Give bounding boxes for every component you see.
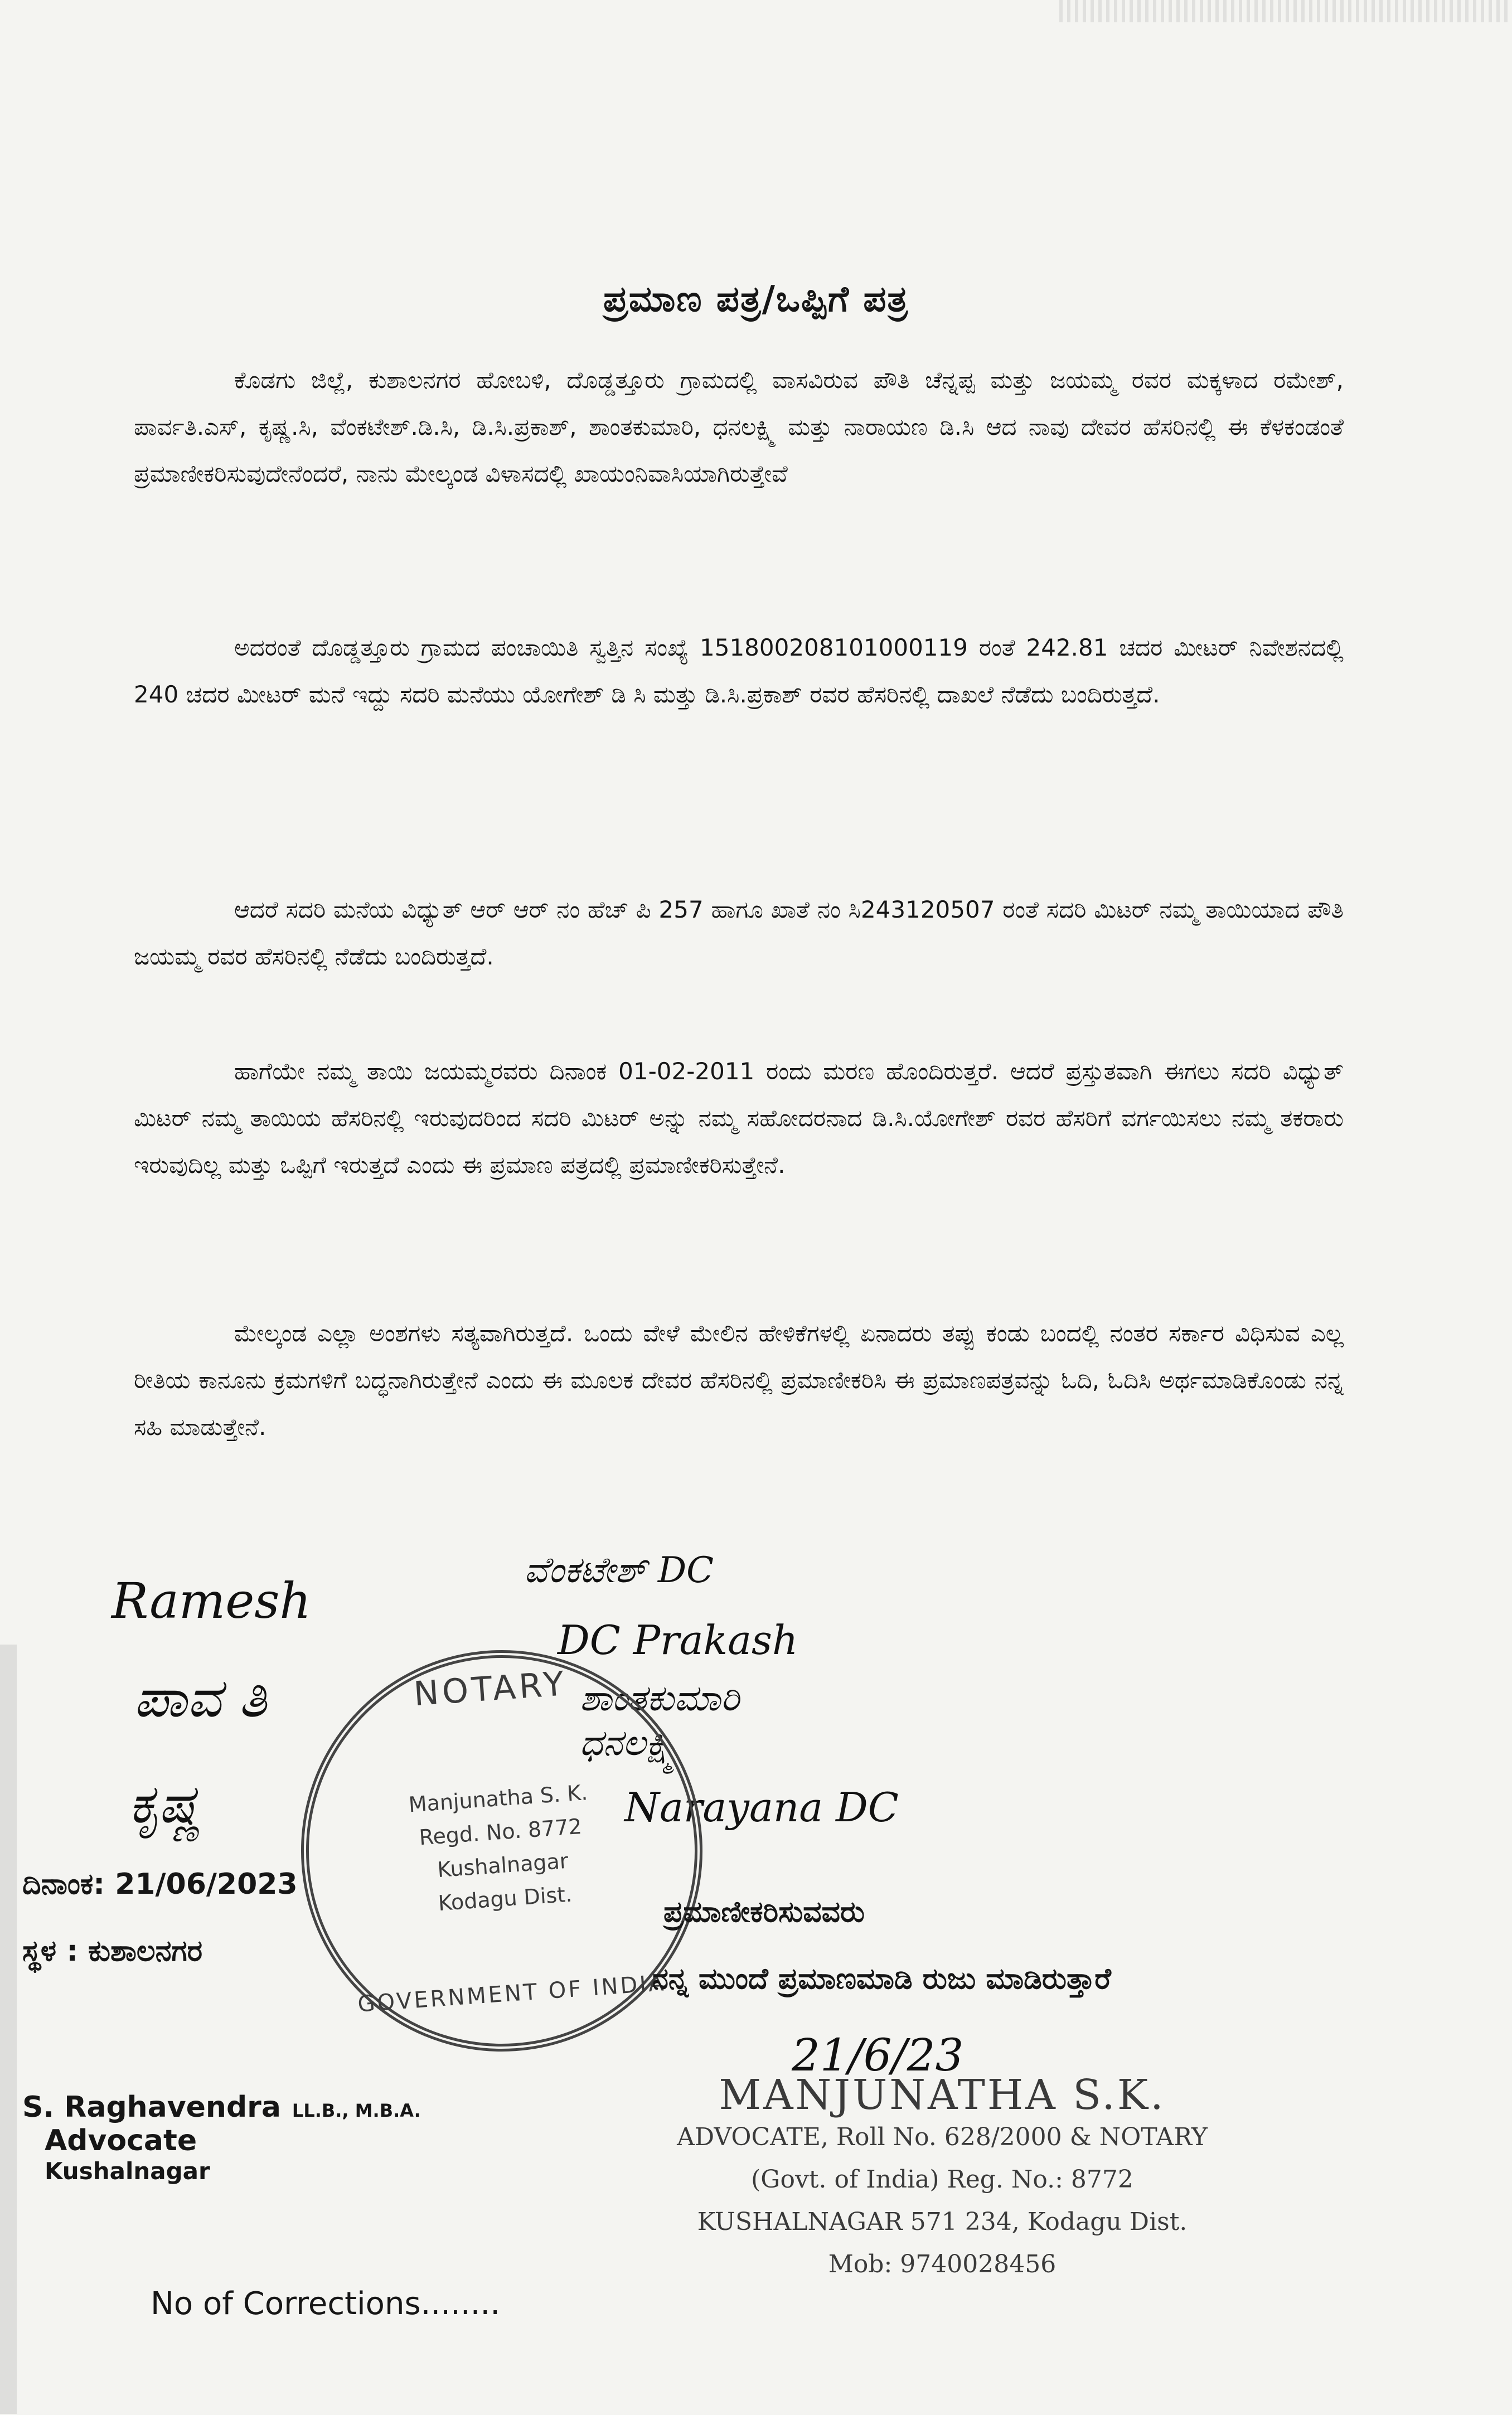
stamp-line-3: Kushalnagar: [436, 1848, 569, 1883]
date-label: ದಿನಾಂಕ: 21/06/2023: [22, 1868, 298, 1901]
stamp-line-4: Kodagu Dist.: [437, 1881, 573, 1916]
stamp-bottom-text: GOVERNMENT OF INDIA: [357, 1970, 667, 2018]
notary-line-4: Mob: 9740028456: [828, 2250, 1057, 2278]
attested-before-text: ನನ್ನ ಮುಂದೆ ಪ್ರಮಾಣಮಾಡಿ ರುಜು ಮಾಡಿರುತ್ತಾರೆ: [652, 1962, 1111, 1996]
signature-parvathi: ಪಾವ ತಿ: [134, 1667, 267, 1729]
notary-name: MANJUNATHA S.K.: [719, 2071, 1166, 2119]
stamp-line-1: Manjunatha S. K.: [408, 1780, 589, 1817]
signature-dhanalakshmi: ಧನಲಕ್ಷ್ಮಿ: [580, 1723, 676, 1764]
scan-shadow: [0, 1645, 17, 2414]
notary-signature-date: 21/6/23: [792, 2029, 964, 2081]
paragraph-5: ಮೇಲ್ಕಂಡ ಎಲ್ಲಾ ಅಂಶಗಳು ಸತ್ಯವಾಗಿರುತ್ತದೆ. ಒಂದು ವೇಳೆ ಮೇಲಿನ ಹೇಳಿಕೆಗಳಲ್ಲಿ ಏನಾದರು ತಪ್ಪು ಕಂಡು ಬಂದಲ್ಲಿ ನಂತರ ಸರ್ಕಾರ ವಿಧಿಸುವ ಎಲ್ಲ ರೀತಿಯ ಕಾನೂನು ಕ್ರಮಗಳಿಗೆ ಬದ್ಧನಾಗಿರುತ್ತೇನೆ ಎಂದು ಈ ಮೂಲಕ ದೇವರ ಹೆಸರಿನಲ್ಲಿ ಪ್ರಮಾಣೀಕರಿಸಿ ಈ ಪ್ರಮಾಣಪತ್ರವನ್ನು ಓದಿ, ಓದಿಸಿ ಅರ್ಥಮಾಡಿಕೊಂಡು ನನ್ನ ಸಹಿ ಮಾಡುತ್ತೇನೆ.: [134, 1320, 1344, 1441]
paragraph-1: ಕೊಡಗು ಜಿಲ್ಲೆ, ಕುಶಾಲನಗರ ಹೋಬಳಿ, ದೊಡ್ಡತ್ತೂರು ಗ್ರಾಮದಲ್ಲಿ ವಾಸವಿರುವ ಪೌತಿ ಚೆನ್ನಪ್ಪ ಮತ್ತು ಜಯಮ್ಮ ರವರ ಮಕ್ಕಳಾದ ರಮೇಶ್, ಪಾರ್ವತಿ.ಎಸ್, ಕೃಷ್ಣ.ಸಿ, ವೆಂಕಟೇಶ್.ಡಿ.ಸಿ, ಡಿ.ಸಿ.ಪ್ರಕಾಶ್, ಶಾಂತಕುಮಾರಿ, ಧನಲಕ್ಷ್ಮಿ ಮತ್ತು ನಾರಾಯಣ ಡಿ.ಸಿ ಆದ ನಾವು ದೇವರ ಹೆಸರಿನಲ್ಲಿ ಈ ಕೆಳಕಂಡಂತೆ ಪ್ರಮಾಣೀಕರಿಸುವುದೇನೆಂದರೆ, ನಾನು ಮೇಲ್ಕಂಡ ವಿಳಾಸದಲ್ಲಿ ಖಾಯಂನಿವಾಸಿಯಾಗಿರುತ್ತೇವೆ: [134, 366, 1344, 487]
notary-line-1: ADVOCATE, Roll No. 628/2000 & NOTARY: [677, 2123, 1208, 2151]
advocate-degree: LL.B., M.B.A.: [292, 2100, 421, 2121]
signature-shanthakumari: ಶಾಂತಕುಮಾರಿ: [580, 1678, 740, 1719]
document-title: ಪ್ರಮಾಣ ಪತ್ರ/ಒಪ್ಪಿಗೆ ಪತ್ರ: [603, 279, 909, 320]
notary-seal-block: [669, 2071, 1215, 2286]
signature-ramesh: Ramesh: [112, 1572, 312, 1630]
stamp-line-2: Regd. No. 8772: [418, 1813, 583, 1850]
advocate-name: S. Raghavendra: [22, 2091, 281, 2124]
signature-venkatesh: ವೆಂಕಟೇಶ್ DC: [524, 1550, 714, 1591]
paragraph-3: ಆದರೆ ಸದರಿ ಮನೆಯ ವಿಧ್ಯುತ್ ಆರ್ ಆರ್ ನಂ ಹೆಚ್ ಪಿ 257 ಹಾಗೂ ಖಾತೆ ನಂ ಸಿ243120507 ರಂತೆ ಸದರಿ ಮಿಟರ್ ನಮ್ಮ ತಾಯಿಯಾದ ಪೌತಿ ಜಯಮ್ಮ ರವರ ಹೆಸರಿನಲ್ಲಿ ನೆಡೆದು ಬಂದಿರುತ್ತದೆ.: [134, 896, 1344, 970]
advocate-place: Kushalnagar: [45, 2157, 210, 2185]
scan-artifact: [1059, 0, 1512, 22]
attestor-label: ಪ್ರಮಾಣೀಕರಿಸುವವರು: [663, 1895, 865, 1929]
signature-krishna: ಕೃಷ್ಣ: [128, 1773, 203, 1835]
place-label: ಸ್ಥಳ : ಕುಶಾಲನಗರ: [22, 1934, 203, 1968]
corrections-label: No of Corrections........: [151, 2286, 501, 2322]
signature-narayana: Narayana DC: [624, 1784, 899, 1831]
signature-prakash: DC Prakash: [558, 1617, 798, 1664]
notary-line-3: KUSHALNAGAR 571 234, Kodagu Dist.: [697, 2208, 1188, 2236]
notary-line-2: (Govt. of India) Reg. No.: 8772: [751, 2165, 1133, 2194]
advocate-block: [22, 2091, 424, 2185]
paragraph-2: ಅದರಂತೆ ದೊಡ್ಡತ್ತೂರು ಗ್ರಾಮದ ಪಂಚಾಯಿತಿ ಸ್ವತ್ತಿನ ಸಂಖ್ಯೆ 151800208101000119 ರಂತೆ 242.81 ಚದರ ಮೀಟರ್ ನಿವೇಶನದಲ್ಲಿ 240 ಚದರ ಮೀಟರ್ ಮನೆ ಇದ್ದು ಸದರಿ ಮನೆಯು ಯೋಗೇಶ್ ಡಿ ಸಿ ಮತ್ತು ಡಿ.ಸಿ.ಪ್ರಕಾಶ್ ರವರ ಹೆಸರಿನಲ್ಲಿ ದಾಖಲೆ ನೆಡೆದು ಬಂದಿರುತ್ತದೆ.: [134, 634, 1344, 708]
advocate-title: Advocate: [45, 2124, 197, 2157]
stamp-top-text: NOTARY: [412, 1664, 569, 1714]
paragraph-4: ಹಾಗೆಯೇ ನಮ್ಮ ತಾಯಿ ಜಯಮ್ಮರವರು ದಿನಾಂಕ 01-02-2011 ರಂದು ಮರಣ ಹೊಂದಿರುತ್ತರೆ. ಆದರೆ ಪ್ರಸ್ತುತವಾಗಿ ಈಗಲು ಸದರಿ ವಿಧ್ಯುತ್ ಮಿಟರ್ ನಮ್ಮ ತಾಯಿಯ ಹೆಸರಿನಲ್ಲಿ ಇರುವುದರಿಂದ ಸದರಿ ಮಿಟರ್ ಅನ್ನು ನಮ್ಮ ಸಹೋದರನಾದ ಡಿ.ಸಿ.ಯೋಗೇಶ್ ರವರ ಹೆಸರಿಗೆ ವರ್ಗಯಿಸಲು ನಮ್ಮ ತಕರಾರು ಇರುವುದಿಲ್ಲ ಮತ್ತು ಒಪ್ಪಿಗೆ ಇರುತ್ತದೆ ಎಂದು ಈ ಪ್ರಮಾಣ ಪತ್ರದಲ್ಲಿ ಪ್ರಮಾಣೀಕರಿಸುತ್ತೇನೆ.: [134, 1058, 1344, 1179]
